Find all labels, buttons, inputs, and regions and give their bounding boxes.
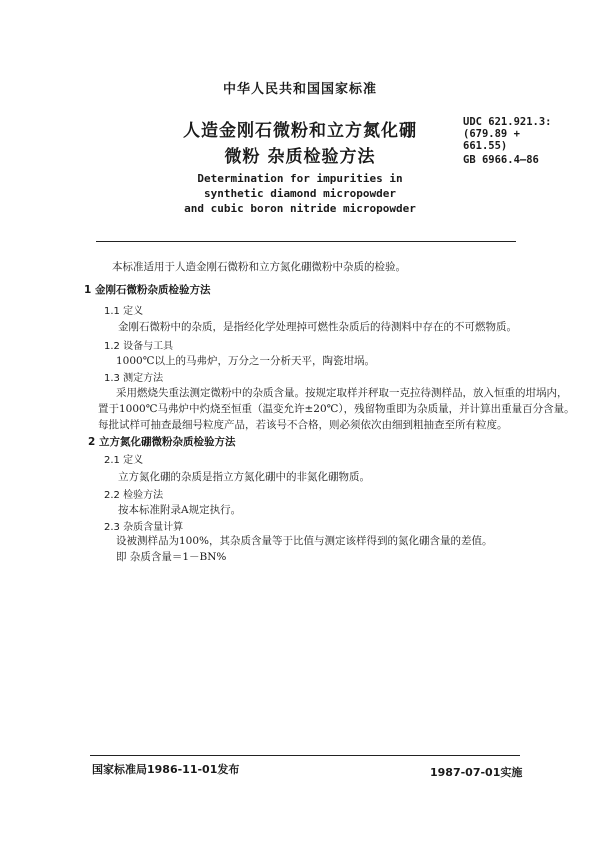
s1-3-heading: 1.3 测定方法 xyxy=(104,373,164,384)
s2-1-text: 立方氮化硼的杂质是指立方氮化硼中的非氮化硼物质。 xyxy=(118,471,370,483)
s2-3-formula: 即 杂质含量＝1－BN% xyxy=(116,551,227,563)
s2-3-heading: 2.3 杂质含量计算 xyxy=(104,522,184,533)
section2-heading: 2 立方氮化硼微粉杂质检验方法 xyxy=(88,436,236,448)
s1-1-heading: 1.1 定义 xyxy=(104,306,144,317)
s1-2-heading: 1.2 设备与工具 xyxy=(104,341,174,352)
udc-line1: UDC 621.921.3: xyxy=(463,116,552,128)
title-cn-line2: 微粉 杂质检验方法 xyxy=(224,147,376,167)
issued-date: 国家标准局1986-11-01发布 xyxy=(92,763,240,776)
header-rule xyxy=(96,241,516,242)
gb-number: GB 6966.4—86 xyxy=(463,154,539,166)
issuing-body: 中华人民共和国国家标准 xyxy=(222,82,377,97)
intro-text: 本标准适用于人造金刚石微粉和立方氮化硼微粉中杂质的检验。 xyxy=(112,261,406,273)
s1-3-line2: 置于1000℃马弗炉中灼烧至恒重（温变允许±20℃），残留物重即为杂质量，并计算出重量百分含量。 xyxy=(98,403,575,415)
s2-1-heading: 2.1 定义 xyxy=(104,455,144,466)
s2-3-text: 设被测样品为100%，其杂质含量等于比值与测定该样得到的氮化硼含量的差值。 xyxy=(116,535,493,547)
s1-1-text: 金刚石微粉中的杂质，是指经化学处理掉可燃性杂质后的待测料中存在的不可燃物质。 xyxy=(118,321,517,333)
section1-heading: 1 金刚石微粉杂质检验方法 xyxy=(84,284,211,296)
title-en-line2: synthetic diamond micropowder xyxy=(203,187,397,200)
s1-3-line1: 采用燃烧失重法测定微粉中的杂质含量。按规定取样并秤取一克拉待测样品，放入恒重的坩埚内， xyxy=(116,387,568,399)
effective-date: 1987-07-01实施 xyxy=(430,766,523,779)
s1-3-line3: 每批试样可抽查最细号粒度产品，若该号不合格，则必须依次由细到粗抽查至所有粒度。 xyxy=(98,419,508,431)
s2-2-text: 按本标准附录A规定执行。 xyxy=(118,504,242,516)
title-en-line3: and cubic boron nitride micropowder xyxy=(184,202,416,215)
s1-2-text: 1000℃以上的马弗炉，万分之一分析天平，陶瓷坩埚。 xyxy=(116,355,375,367)
udc-line2: (679.89 + xyxy=(463,128,520,140)
footer-rule xyxy=(90,755,520,756)
title-en-line1: Determination for impurities in xyxy=(197,172,403,185)
s2-2-heading: 2.2 检验方法 xyxy=(104,490,164,501)
title-cn-line1: 人造金刚石微粉和立方氮化硼 xyxy=(183,121,417,141)
udc-line3: 661.55) xyxy=(463,140,508,152)
